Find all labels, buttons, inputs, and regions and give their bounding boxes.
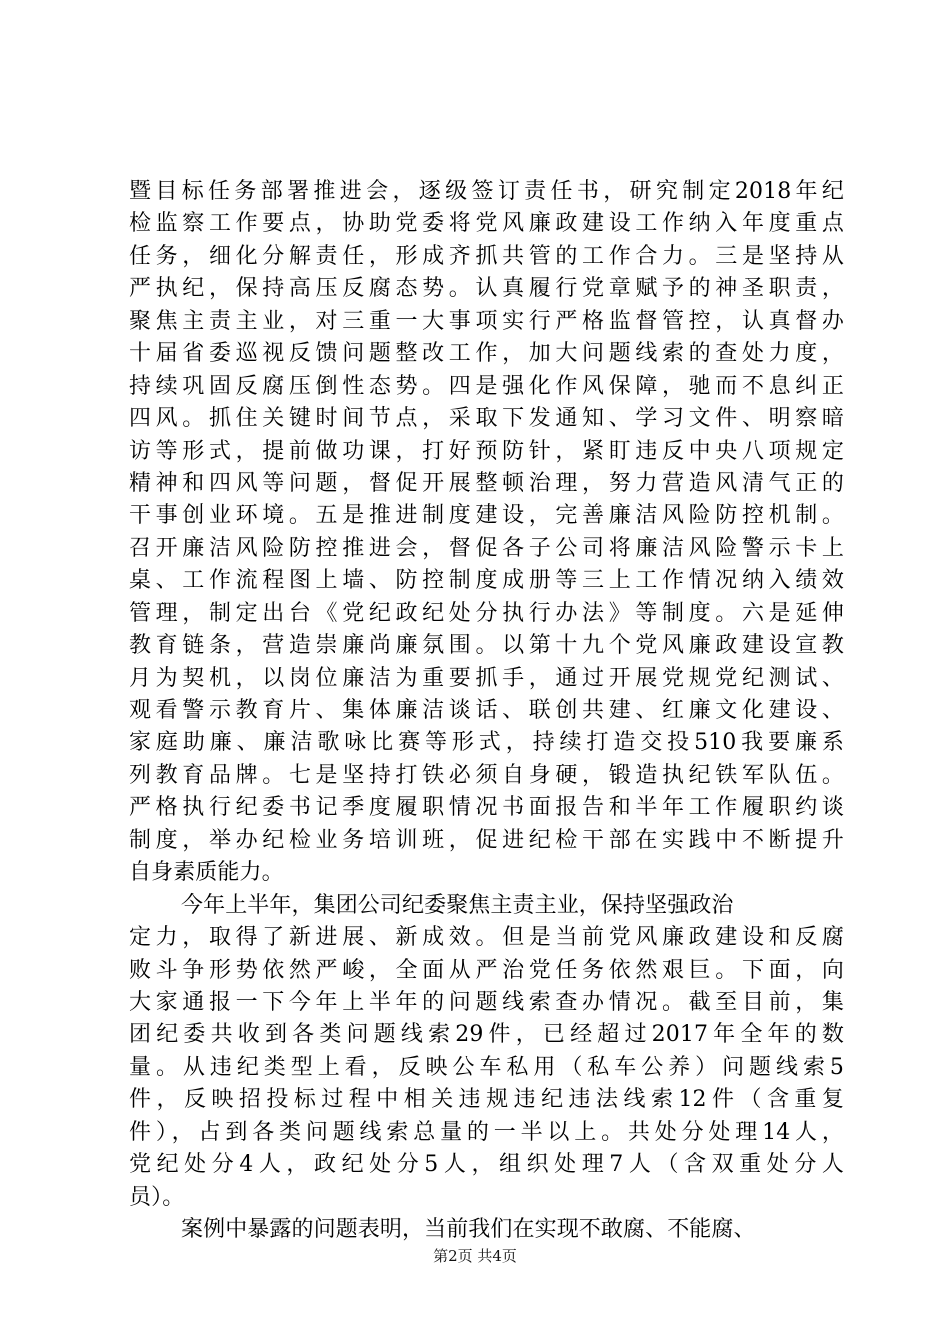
text-line: 团纪委共收到各类问题线索29件，已经超过2017年全年的数 xyxy=(129,1022,844,1048)
text-line: 观看警示教育片、集体廉洁谈话、联创共建、红廉文化建设、 xyxy=(129,698,844,723)
text-line: 月为契机，以岗位廉洁为重要抓手，通过开展党规党纪测试、 xyxy=(129,665,844,691)
text-line: 十届省委巡视反馈问题整改工作，加大问题线索的查处力度， xyxy=(129,341,844,367)
text-line: 今年上半年，集团公司纪委聚焦主责主业，保持坚强政治 xyxy=(181,892,734,918)
text-line: 管理，制定出台《党纪政纪处分执行办法》等制度。六是延伸 xyxy=(129,600,844,626)
text-line: 严格执行纪委书记季度履职情况书面报告和半年工作履职约谈 xyxy=(129,795,844,821)
document-body xyxy=(129,176,844,1246)
text-line: 案例中暴露的问题表明，当前我们在实现不敢腐、不能腐、 xyxy=(181,1217,756,1242)
text-line: 自身素质能力。 xyxy=(129,860,284,886)
text-line: 党纪处分4人，政纪处分5人，组织处理7人（含双重处分人 xyxy=(129,1152,844,1178)
text-line: 败斗争形势依然严峻，全面从严治党任务依然艰巨。下面，向 xyxy=(129,957,844,983)
text-line: 精神和四风等问题，督促开展整顿治理，努力营造风清气正的 xyxy=(129,470,844,496)
text-line: 教育链条，营造崇廉尚廉氛围。以第十九个党风廉政建设宣教 xyxy=(129,633,844,659)
text-line: 暨目标任务部署推进会，逐级签订责任书，研究制定2018年纪 xyxy=(129,179,844,204)
text-line: 检监察工作要点，协助党委将党风廉政建设工作纳入年度重点 xyxy=(129,211,844,237)
text-line: 持续巩固反腐压倒性态势。四是强化作风保障，驰而不息纠正 xyxy=(129,373,844,399)
text-line: 召开廉洁风险防控推进会，督促各子公司将廉洁风险警示卡上 xyxy=(129,535,844,561)
text-line: 制度，举办纪检业务培训班，促进纪检干部在实践中不断提升 xyxy=(129,827,844,853)
text-line: 聚焦主责主业，对三重一大事项实行严格监督管控，认真督办 xyxy=(129,308,844,334)
text-line: 列教育品牌。七是坚持打铁必须自身硬，锻造执纪铁军队伍。 xyxy=(129,762,844,788)
text-line: 定力，取得了新进展、新成效。但是当前党风廉政建设和反腐 xyxy=(129,925,844,951)
text-line: 家庭助廉、廉洁歌咏比赛等形式，持续打造交投510我要廉系 xyxy=(129,730,844,756)
text-line: 严执纪，保持高压反腐态势。认真履行党章赋予的神圣职责， xyxy=(129,276,844,302)
text-line: 桌、工作流程图上墙、防控制度成册等三上工作情况纳入绩效 xyxy=(129,568,844,594)
text-line: 大家通报一下今年上半年的问题线索查办情况。截至目前，集 xyxy=(129,989,844,1015)
text-line: 访等形式，提前做功课，打好预防针，紧盯违反中央八项规定 xyxy=(129,438,844,464)
text-line: 员）。 xyxy=(129,1184,185,1210)
text-line: 干事创业环境。五是推进制度建设，完善廉洁风险防控机制。 xyxy=(129,503,844,529)
text-line: 四风。抓住关键时间节点，采取下发通知、学习文件、明察暗 xyxy=(129,406,844,432)
text-line: 量。从违纪类型上看，反映公车私用（私车公养）问题线索5 xyxy=(129,1054,844,1080)
page-footer: 第2页 共4页 xyxy=(433,1247,517,1265)
text-line: 件，反映招投标过程中相关违规违纪违法线索12件（含重复 xyxy=(129,1087,844,1113)
text-line: 件），占到各类问题线索总量的一半以上。共处分处理14人， xyxy=(129,1119,844,1145)
text-line: 任务，细化分解责任，形成齐抓共管的工作合力。三是坚持从 xyxy=(129,243,844,269)
